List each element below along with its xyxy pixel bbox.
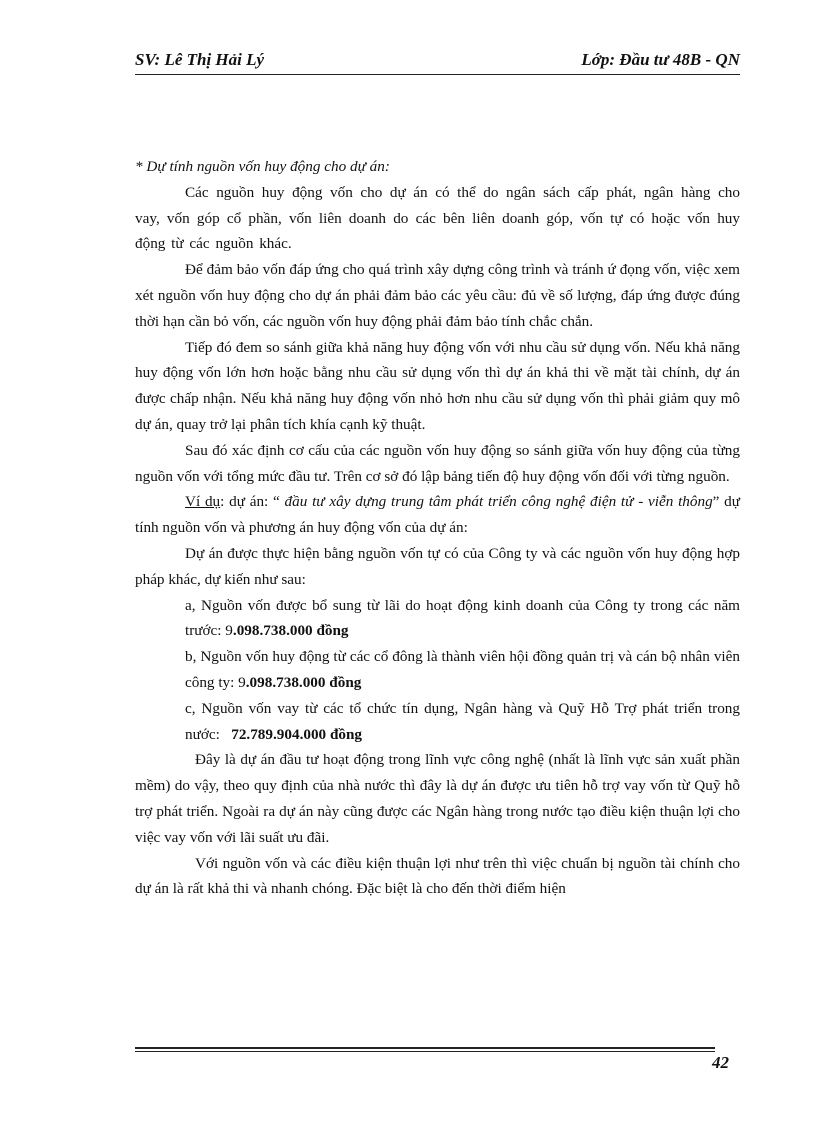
item-c-amount: 72.789.904.000 đồng (231, 725, 363, 743)
paragraph-sources: Các nguồn huy động vốn cho dự án có thể do ngân sách cấp phát, ngân hàng cho vay, vốn góp cổ phần, vốn liên doanh do các bên liên doanh góp, vốn tự có hoặc vốn huy động từ các nguồn khác. (135, 183, 740, 253)
header-rule (135, 74, 740, 75)
class-name: Lớp: Đầu tư 48B - QN (581, 50, 740, 69)
paragraph-structure: Sau đó xác định cơ cấu của các nguồn vốn huy động so sánh giữa vốn huy động của từng nguồn vốn với tổng mức đầu tư. Trên cơ sở đó lập bảng tiến độ huy động vốn đối với từng nguồn. (135, 441, 740, 485)
page-number: 42 (712, 1053, 729, 1072)
footer-rule (135, 1047, 715, 1049)
paragraph-priority: Đây là dự án đầu tư hoạt động trong lĩnh vực công nghệ (nhất là lĩnh vực sản xuất phần mềm) do vậy, theo quy định của nhà nước thì đây là dự án được ưu tiên hỗ trợ vay vốn từ Quỹ hỗ trợ phát triển. Ngoài ra dự án này cũng được các Ngân hàng trong nước tạo điều kiện thuận lợi cho việc vay vốn với lãi suất ưu đãi. (135, 751, 740, 846)
item-c-text: c, Nguồn vốn vay từ các tổ chức tín dụng, Ngân hàng và Quỹ Hỗ Trợ phát triển trong nước: (185, 699, 744, 743)
document-body (135, 154, 744, 902)
footer-rule-thin (135, 1051, 715, 1052)
paragraph-conclusion: Với nguồn vốn và các điều kiện thuận lợi như trên thì việc chuẩn bị nguồn tài chính cho dự án là rất khả thi và nhanh chóng. Đặc biệt là cho đến thời điểm hiện (135, 854, 740, 898)
item-b-amount: .098.738.000 đồng (245, 673, 362, 691)
item-a-text: a, Nguồn vốn được bổ sung từ lãi do hoạt động kinh doanh của Công ty trong các năm trước: 9 (185, 596, 740, 640)
item-b (135, 644, 740, 696)
example-suffix: ” dự tính nguồn vốn và phương án huy động vốn của dự án: (135, 493, 741, 537)
example-label: Ví dụ (185, 493, 221, 511)
section-title: * Dự tính nguồn vốn huy động cho dự án: (135, 158, 390, 175)
item-a-amount: .098.738.000 đồng (232, 622, 349, 640)
page-header (135, 50, 740, 72)
paragraph-requirements: Để đảm bảo vốn đáp ứng cho quá trình xây dựng công trình và tránh ứ đọng vốn, việc xem xét nguồn vốn huy động cho dự án phải đảm bảo các yêu cầu: đủ về số lượng, đáp ứng được đúng thời hạn cần bỏ vốn, các nguồn vốn huy động phải đảm bảo tính chắc chắn. (135, 261, 740, 330)
example-prefix: : dự án: “ (220, 493, 280, 511)
example-project: đầu tư xây dựng trung tâm phát triển công nghệ điện tử - viễn thông (279, 493, 713, 511)
item-a (135, 593, 740, 645)
student-name: SV: Lê Thị Hải Lý (135, 50, 265, 69)
paragraph-intro: Dự án được thực hiện bằng nguồn vốn tự có của Công ty và các nguồn vốn huy động hợp pháp khác, dự kiến như sau: (135, 544, 740, 588)
paragraph-comparison: Tiếp đó đem so sánh giữa khả năng huy động vốn với nhu cầu sử dụng vốn. Nếu khả năng huy động vốn lớn hơn hoặc bằng nhu cầu sử dụng vốn thì dự án khả thi về mặt tài chính, dự án được chấp nhận. Nếu khả năng huy động vốn nhỏ hơn nhu cầu sử dụng vốn thì phải giảm quy mô dự án, quay trở lại phân tích khía cạnh kỹ thuật. (135, 338, 740, 433)
paragraph-example (135, 489, 740, 541)
item-b-text: b, Nguồn vốn huy động từ các cổ đông là thành viên hội đồng quản trị và cán bộ nhân viên công ty: 9 (185, 648, 740, 691)
item-c (135, 696, 744, 748)
